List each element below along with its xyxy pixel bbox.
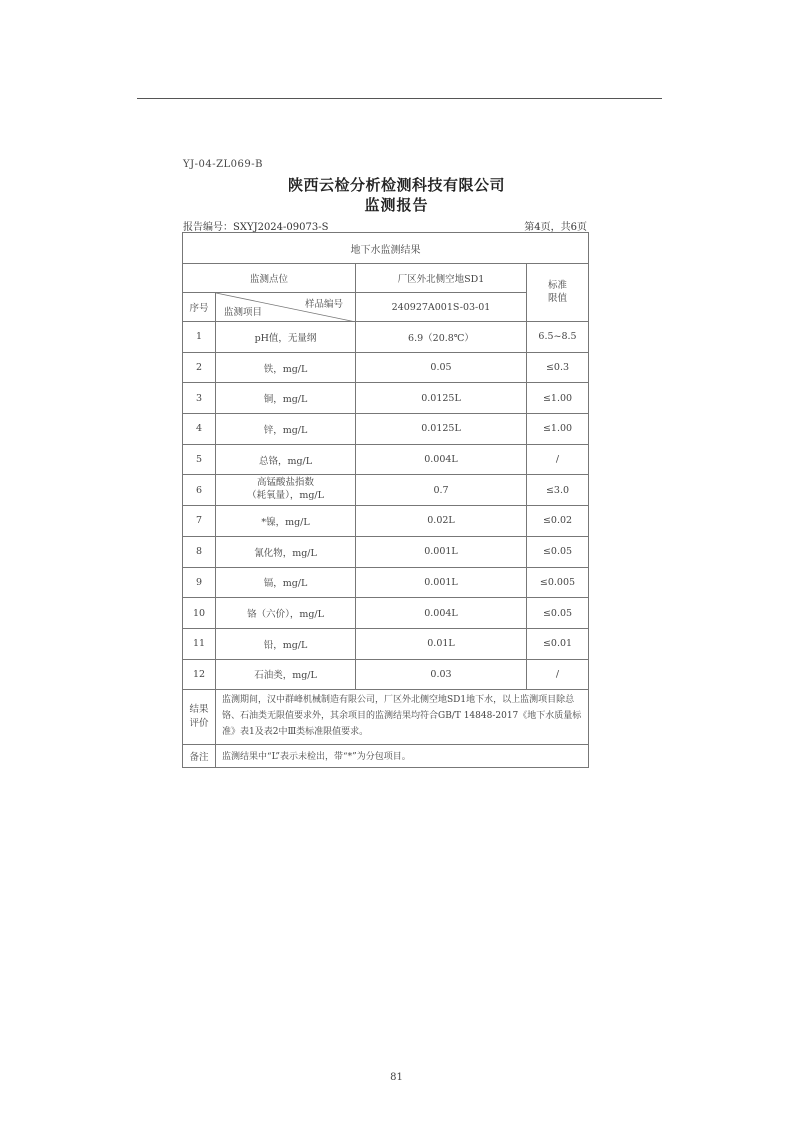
table-row <box>183 598 589 629</box>
conclusion-label-line1: 结果 <box>189 703 209 715</box>
sample-no-label: 样品编号 <box>304 299 343 310</box>
row-no: 7 <box>183 506 216 537</box>
row-item: 铜，mg/L <box>216 383 356 414</box>
row-limit: ≤1.00 <box>527 383 589 414</box>
table-row <box>183 567 589 598</box>
table-row <box>183 506 589 537</box>
row-value: 0.03 <box>356 659 527 690</box>
row-value: 0.0125L <box>356 383 527 414</box>
row-no: 11 <box>183 628 216 659</box>
note-row <box>183 744 589 767</box>
conclusion-label <box>183 690 216 744</box>
site-label: 监测点位 <box>183 264 356 293</box>
row-limit: / <box>527 444 589 475</box>
top-divider <box>137 98 662 99</box>
table-row <box>183 322 589 353</box>
page-number: 81 <box>390 1072 403 1083</box>
row-value: 0.001L <box>356 536 527 567</box>
standard-label-line2: 限值 <box>547 292 567 304</box>
site-value: 厂区外北侧空地SD1 <box>356 264 527 293</box>
table-row <box>183 536 589 567</box>
row-limit: ≤0.05 <box>527 598 589 629</box>
row-value: 0.004L <box>356 598 527 629</box>
row-no: 3 <box>183 383 216 414</box>
conclusion-text: 监测期间，汉中群峰机械制造有限公司，厂区外北侧空地SD1地下水，以上监测项目除总铬、石油类无限值要求外，其余项目的监测结果均符合GB/T 14848-2017《地下水质量标准》表1及表2中Ⅲ类标准限值要求。 <box>216 690 589 744</box>
row-item: 氰化物，mg/L <box>216 536 356 567</box>
row-item: 总铬，mg/L <box>216 444 356 475</box>
row-no: 5 <box>183 444 216 475</box>
table-row <box>183 628 589 659</box>
row-limit: ≤0.005 <box>527 567 589 598</box>
standard-label-line1: 标准 <box>547 279 567 291</box>
site-row <box>183 264 589 293</box>
row-value: 0.01L <box>356 628 527 659</box>
item-label: 监测项目 <box>224 307 263 318</box>
row-value: 6.9（20.8℃） <box>356 322 527 353</box>
row-limit: ≤1.00 <box>527 414 589 445</box>
row-value: 0.05 <box>356 352 527 383</box>
row-item: 铬（六价），mg/L <box>216 598 356 629</box>
document-code: YJ-04-ZL069-B <box>183 159 263 170</box>
table-row <box>183 444 589 475</box>
row-limit: 6.5~8.5 <box>527 322 589 353</box>
row-limit: ≤0.01 <box>527 628 589 659</box>
row-no: 2 <box>183 352 216 383</box>
row-value: 0.004L <box>356 444 527 475</box>
sample-number: 240927A001S-03-01 <box>356 293 527 322</box>
standard-limit-header <box>527 264 589 322</box>
row-no: 1 <box>183 322 216 353</box>
table-row <box>183 475 589 506</box>
company-name: 陕西云检分析检测科技有限公司 <box>287 176 505 194</box>
row-item <box>216 475 356 506</box>
table-row <box>183 414 589 445</box>
table-row <box>183 352 589 383</box>
row-item: *镍，mg/L <box>216 506 356 537</box>
row-no: 10 <box>183 598 216 629</box>
note-label: 备注 <box>183 744 216 767</box>
row-no: 4 <box>183 414 216 445</box>
row-limit: ≤0.05 <box>527 536 589 567</box>
results-table <box>182 232 589 768</box>
report-title: 监测报告 <box>364 196 429 214</box>
row-value: 0.02L <box>356 506 527 537</box>
row-item: 锌，mg/L <box>216 414 356 445</box>
seq-header: 序号 <box>183 293 216 322</box>
table-row <box>183 383 589 414</box>
note-text: 监测结果中“L”表示未检出，带“*”为分包项目。 <box>216 744 589 767</box>
row-item: 铁，mg/L <box>216 352 356 383</box>
table-row <box>183 659 589 690</box>
table-title-row <box>183 233 589 264</box>
diagonal-header-cell <box>216 293 356 322</box>
row-value: 0.0125L <box>356 414 527 445</box>
table-title: 地下水监测结果 <box>183 233 589 264</box>
row-limit: / <box>527 659 589 690</box>
row-no: 8 <box>183 536 216 567</box>
row-limit: ≤0.3 <box>527 352 589 383</box>
row-item: pH值，无量纲 <box>216 322 356 353</box>
row-value: 0.001L <box>356 567 527 598</box>
row-item: 石油类，mg/L <box>216 659 356 690</box>
row-value: 0.7 <box>356 475 527 506</box>
row-no: 12 <box>183 659 216 690</box>
conclusion-row <box>183 690 589 744</box>
conclusion-label-line2: 评价 <box>189 717 209 729</box>
row-no: 9 <box>183 567 216 598</box>
page-info: 第4页，共6页 <box>524 222 587 233</box>
row-item-line2: （耗氧量），mg/L <box>247 490 324 502</box>
report-number: 报告编号：SXYJ2024-09073-S <box>183 222 329 233</box>
row-item-line1: 高锰酸盐指数 <box>256 477 314 489</box>
row-no: 6 <box>183 475 216 506</box>
row-item: 镉，mg/L <box>216 567 356 598</box>
row-item: 铅，mg/L <box>216 628 356 659</box>
row-limit: ≤3.0 <box>527 475 589 506</box>
row-limit: ≤0.02 <box>527 506 589 537</box>
